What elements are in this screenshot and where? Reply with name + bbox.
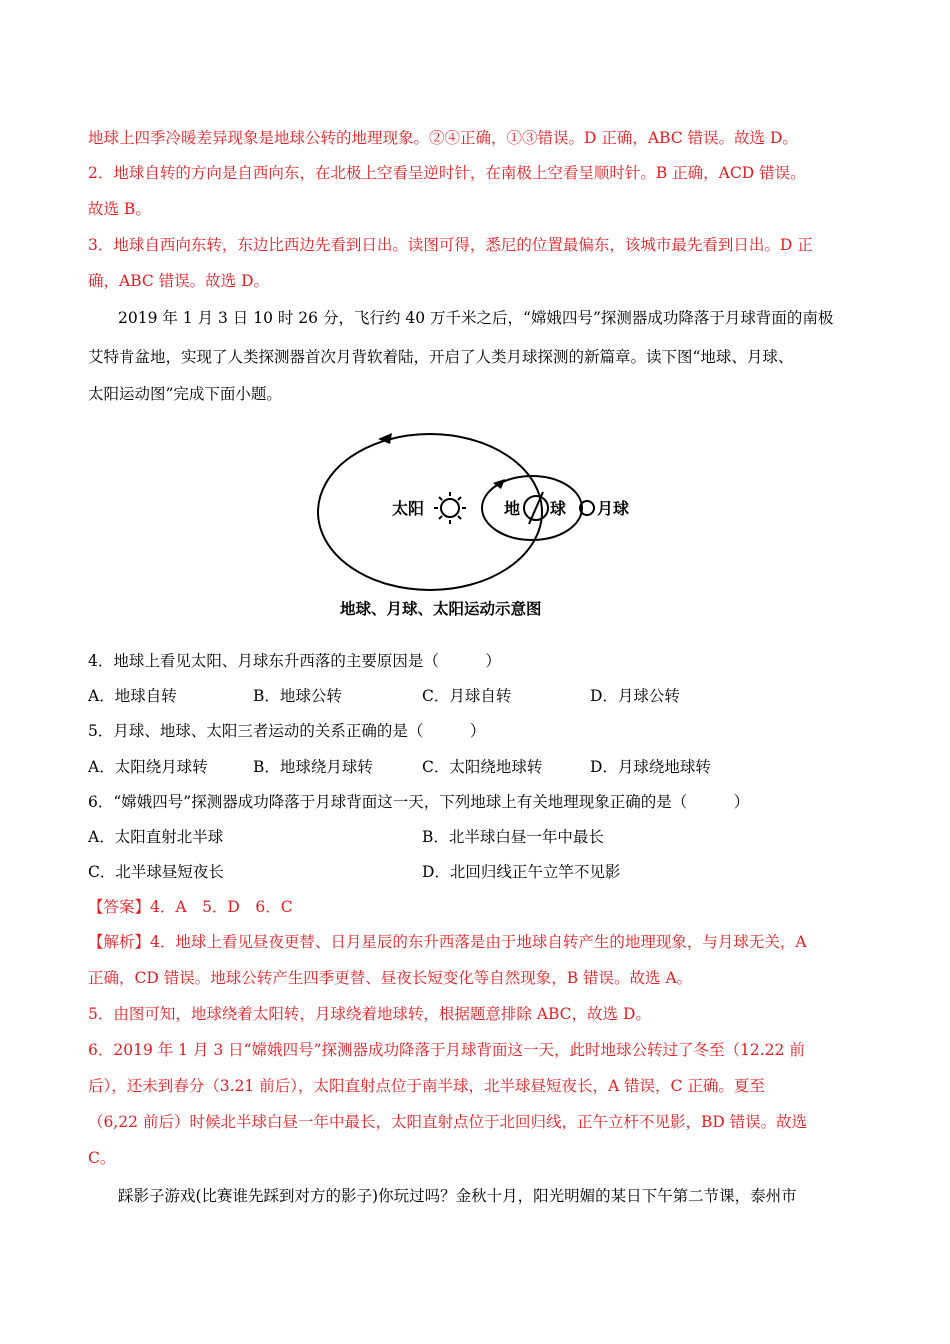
analysis-line-1 bbox=[88, 932, 870, 952]
answer-text: 4．A 5．D 6．C bbox=[150, 898, 293, 916]
figure-caption: 地球、月球、太阳运动示意图 bbox=[340, 600, 542, 618]
question-4-option-a: A．地球自转 bbox=[88, 687, 177, 705]
question-4-option-c: C．月球自转 bbox=[422, 687, 512, 705]
question-6-option-a: A．太阳直射北半球 bbox=[88, 828, 224, 846]
earth-moon-sun-diagram bbox=[300, 412, 660, 627]
analysis-line-5: 后），还未到春分（3.21 前后），太阳直射点位于南半球，北半球昼短夜长，A 错误，C 正确。夏至 bbox=[88, 1077, 765, 1095]
passage-line-3: 太阳运动图”完成下面小题。 bbox=[88, 385, 282, 403]
question-6-option-c: C．北半球昼短夜长 bbox=[88, 863, 224, 881]
earth-label-left: 地 bbox=[504, 499, 521, 518]
question-5-option-c: C．太阳绕地球转 bbox=[422, 758, 543, 776]
question-5: 5．月球、地球、太阳三者运动的关系正确的是（ ） bbox=[88, 722, 486, 740]
explanation-line-4: 3．地球自西向东转，东边比西边先看到日出。读图可得，悉尼的位置最偏东，该城市最先看到日出。D 正 bbox=[88, 236, 813, 254]
explanation-line-5: 确，ABC 错误。故选 D。 bbox=[88, 272, 270, 290]
analysis-line-3: 5．由图可知，地球绕着太阳转，月球绕着地球转，根据题意排除 ABC，故选 D。 bbox=[88, 1005, 651, 1023]
question-5-option-d: D．月球绕地球转 bbox=[590, 758, 711, 776]
answer-tag: 【答案】 bbox=[88, 898, 151, 916]
analysis-line-4: 6．2019 年 1 月 3 日“嫦娥四号”探测器成功降落于月球背面这一天，此时地球公转过了冬至（12.22 前 bbox=[88, 1041, 805, 1059]
analysis-text-1: 4．地球上看见昼夜更替、日月星辰的东升西落是由于地球自转产生的地理现象，与月球无关，A bbox=[150, 933, 807, 951]
analysis-line-6: （6,22 前后）时候北半球白昼一年中最长，太阳直射点位于北回归线，正午立杆不见影，BD 错误。故选 bbox=[88, 1113, 808, 1131]
question-6-option-d: D．北回归线正午立竿不见影 bbox=[422, 863, 621, 881]
analysis-line-7: C。 bbox=[88, 1149, 116, 1167]
next-passage-line-1: 踩影子游戏(比赛谁先踩到对方的影子)你玩过吗？金秋十月，阳光明媚的某日下午第二节课，泰州市 bbox=[118, 1187, 797, 1205]
earth-label-right: 球 bbox=[550, 499, 567, 518]
moon-label: 月球 bbox=[597, 499, 630, 518]
passage-line-2: 艾特肯盆地，实现了人类探测器首次月背软着陆，开启了人类月球探测的新篇章。读下图“地球、月球、 bbox=[88, 348, 794, 366]
question-4: 4．地球上看见太阳、月球东升西落的主要原因是（ ） bbox=[88, 652, 501, 670]
sun-label: 太阳 bbox=[392, 499, 425, 518]
question-4-option-b: B．地球公转 bbox=[253, 687, 342, 705]
question-5-option-a: A．太阳绕月球转 bbox=[88, 758, 208, 776]
explanation-line-3: 故选 B。 bbox=[88, 200, 151, 218]
answer-line bbox=[88, 897, 870, 917]
earth-icon bbox=[524, 492, 548, 524]
sun-icon bbox=[434, 492, 466, 524]
explanation-line-2: 2．地球自转的方向是自西向东，在北极上空看呈逆时针，在南极上空看呈顺时针。B 正确，ACD 错误。 bbox=[88, 164, 806, 182]
question-4-option-d: D．月球公转 bbox=[590, 687, 680, 705]
explanation-line-1: 地球上四季冷暖差异现象是地球公转的地理现象。②④正确，①③错误。D 正确，ABC 错误。故选 D。 bbox=[88, 129, 798, 147]
passage-line-1: 2019 年 1 月 3 日 10 时 26 分，飞行约 40 万千米之后，“嫦娥四号”探测器成功降落于月球背面的南极 bbox=[118, 309, 834, 327]
analysis-line-2: 正确，CD 错误。地球公转产生四季更替、昼夜长短变化等自然现象，B 错误。故选 A。 bbox=[88, 969, 693, 987]
analysis-tag: 【解析】 bbox=[88, 933, 151, 951]
question-6-option-b: B．北半球白昼一年中最长 bbox=[422, 828, 604, 846]
question-6: 6．“嫦娥四号”探测器成功降落于月球背面这一天，下列地球上有关地理现象正确的是（ ） bbox=[88, 793, 750, 811]
question-5-option-b: B．地球绕月球转 bbox=[253, 758, 373, 776]
